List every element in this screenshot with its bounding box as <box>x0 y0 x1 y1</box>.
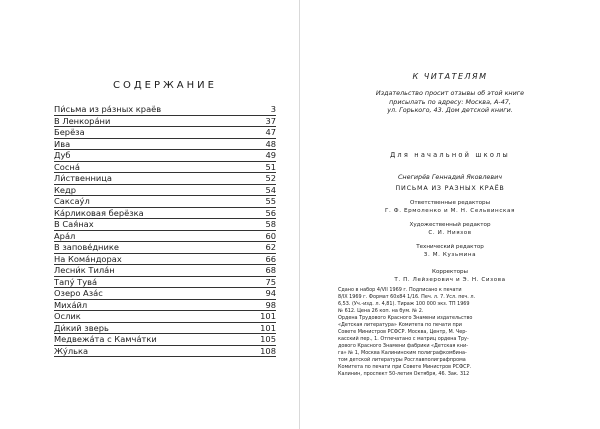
contents-entry-title: В запове́днике <box>54 243 119 252</box>
credit-role: Технический редактор <box>416 243 484 250</box>
contents-entry-page: 101 <box>260 311 276 321</box>
contents-entry <box>54 139 276 151</box>
readers-notice-line: ул. Горького, 43. Дом детской книги. <box>387 106 513 115</box>
contents-entry <box>54 196 276 208</box>
contents-entry-title: Берёза <box>54 128 85 137</box>
contents-entry-page: 105 <box>260 334 276 344</box>
contents-entry <box>54 127 276 139</box>
contents-entry-page: 3 <box>270 104 276 114</box>
correctors-names: Т. П. Лейзерович и Э. Н. Сизова <box>394 276 506 283</box>
contents-entry-title: Лесни́к Тила́н <box>54 266 115 275</box>
contents-entry-page: 98 <box>265 299 276 310</box>
contents-entry <box>54 277 276 289</box>
contents-entry-page: 55 <box>265 196 276 206</box>
contents-entry-title: Ка́рликовая берёзка <box>54 208 144 218</box>
contents-entry <box>54 334 276 346</box>
contents-entry-title: Ли́ственница <box>54 174 112 183</box>
colophon-line: дового Красного Знамени фабрики «Детская кни- <box>338 342 468 349</box>
contents-entry <box>54 173 276 185</box>
imprint-page <box>330 72 570 378</box>
contents-entry-title: Кедр <box>54 185 76 195</box>
contents-entry-page: 37 <box>265 115 276 126</box>
colophon-line: № 612. Цена 26 коп. на бум. № 2. <box>338 307 424 314</box>
contents-entry-page: 75 <box>265 276 276 287</box>
contents-entry <box>54 242 276 254</box>
contents-entry <box>54 185 276 197</box>
readers-heading: К ЧИТАТЕЛЯМ <box>412 72 488 81</box>
author-name: Снегирёв Геннадий Яковлевич <box>397 172 503 181</box>
contents-entry-page: 56 <box>265 207 276 218</box>
contents-entry <box>54 323 276 335</box>
contents-entry-title: Миха́йл <box>54 300 88 310</box>
contents-entry-title: Ара́л <box>54 231 76 241</box>
contents-entry <box>54 300 276 312</box>
contents-entry-page: 54 <box>265 184 276 195</box>
readers-notice <box>330 89 570 115</box>
contents-entry-title: Пи́сьма из ра́зных краёв <box>54 105 162 114</box>
contents-entry-page: 47 <box>265 127 276 137</box>
contents-entry-title: Медвежа́та с Камча́тки <box>54 335 157 344</box>
contents-entry-page: 48 <box>265 138 276 149</box>
contents-entry-page: 52 <box>265 173 276 183</box>
contents-entry-page: 58 <box>265 219 276 229</box>
book-title: ПИСЬМА ИЗ РАЗНЫХ КРАЁВ <box>395 183 505 192</box>
colophon-line: Калинин, проспект 50-летия Октября, 46. Зак. 312 <box>338 370 470 377</box>
contents-entry-title: Ослик <box>54 312 81 321</box>
contents-entry-title: Саксау́л <box>54 197 90 206</box>
contents-entry-title: В Сая́нах <box>54 220 94 229</box>
contents-entry <box>54 265 276 277</box>
contents-entry-title: Ива <box>54 139 71 149</box>
contents-entry <box>54 254 276 266</box>
page-fold <box>299 0 300 429</box>
contents-entry-page: 94 <box>265 288 276 298</box>
contents-entry-title: Озеро Аза́с <box>54 289 103 298</box>
colophon-line: том детской литературы Росглавполиграфпрома <box>338 356 466 363</box>
colophon-line: Ордена Трудового Красного Знамени издательство <box>338 314 473 321</box>
contents-entry <box>54 231 276 243</box>
contents-entry-title: Сосна́ <box>54 162 80 172</box>
credit-names: С. И. Ниязов <box>428 229 472 236</box>
contents-entry-title: Ди́кий зверь <box>54 323 109 333</box>
contents-entry <box>54 116 276 128</box>
colophon-text <box>330 287 570 378</box>
table-of-contents <box>54 80 276 357</box>
colophon-line: 8/IX 1969 г. Формат 60x84 1/16. Печ. л. 7. Усл. печ. л. <box>338 293 476 300</box>
colophon-line: Комитета по печати при Совете Министров РСФСР. <box>338 363 472 370</box>
credit-role: Ответственные редакторы <box>410 199 490 206</box>
readers-notice-line: присылать по адресу: Москва, А-47, <box>389 97 511 106</box>
colophon-line: «Детская литература» Комитета по печати при <box>338 321 462 328</box>
contents-entry-title: Жу́лька <box>54 346 89 356</box>
contents-entry <box>54 162 276 174</box>
contents-entry-page: 101 <box>260 322 276 333</box>
contents-entry-page: 60 <box>265 230 276 241</box>
colophon-line: касский пер., 1. Отпечатано с матриц ордена Тру- <box>338 335 469 342</box>
series-label: Для начальной школы <box>390 150 510 159</box>
credit-role: Художественный редактор <box>409 221 491 228</box>
contents-entry-page: 66 <box>265 253 276 264</box>
credit-names: З. М. Кузьмина <box>423 251 477 258</box>
contents-entry <box>54 150 276 162</box>
contents-entry <box>54 288 276 300</box>
colophon-line: 6,53. (Уч.-изд. л. 4,81). Тираж 100 000 экз. ТП 1969 <box>338 300 470 307</box>
contents-entry <box>54 346 276 358</box>
correctors-role: Корректоры <box>432 268 468 275</box>
contents-entry <box>54 104 276 116</box>
contents-entry-page: 49 <box>265 150 276 160</box>
contents-entry-page: 51 <box>265 161 276 172</box>
contents-list <box>54 104 276 357</box>
colophon-line: Совете Министров РСФСР. Москва, Центр, М. Чер- <box>338 328 468 335</box>
contents-entry-title: В Ленкора́ни <box>54 116 111 126</box>
contents-entry <box>54 311 276 323</box>
contents-entry-title: На Кома́ндорах <box>54 254 122 264</box>
contents-entry <box>54 208 276 220</box>
contents-entry-page: 62 <box>265 242 276 252</box>
contents-entry-title: Дуб <box>54 151 71 160</box>
contents-entry-title: Тапу́ Тува́ <box>54 277 98 287</box>
contents-entry <box>54 219 276 231</box>
contents-heading: СОДЕРЖАНИЕ <box>113 80 217 91</box>
colophon-line: га» № 1, Москва Калининским полиграфкомбина- <box>338 349 467 356</box>
contents-entry-page: 68 <box>265 265 276 275</box>
credit-names: Г. Ф. Ермоленко и М. Н. Сельвинская <box>385 207 515 214</box>
contents-entry-page: 108 <box>260 345 276 356</box>
colophon-line: Сдано в набор 4/VII 1969 г. Подписано к печати <box>338 286 462 293</box>
readers-notice-line: Издательство просит отзывы об этой книге <box>375 89 525 97</box>
